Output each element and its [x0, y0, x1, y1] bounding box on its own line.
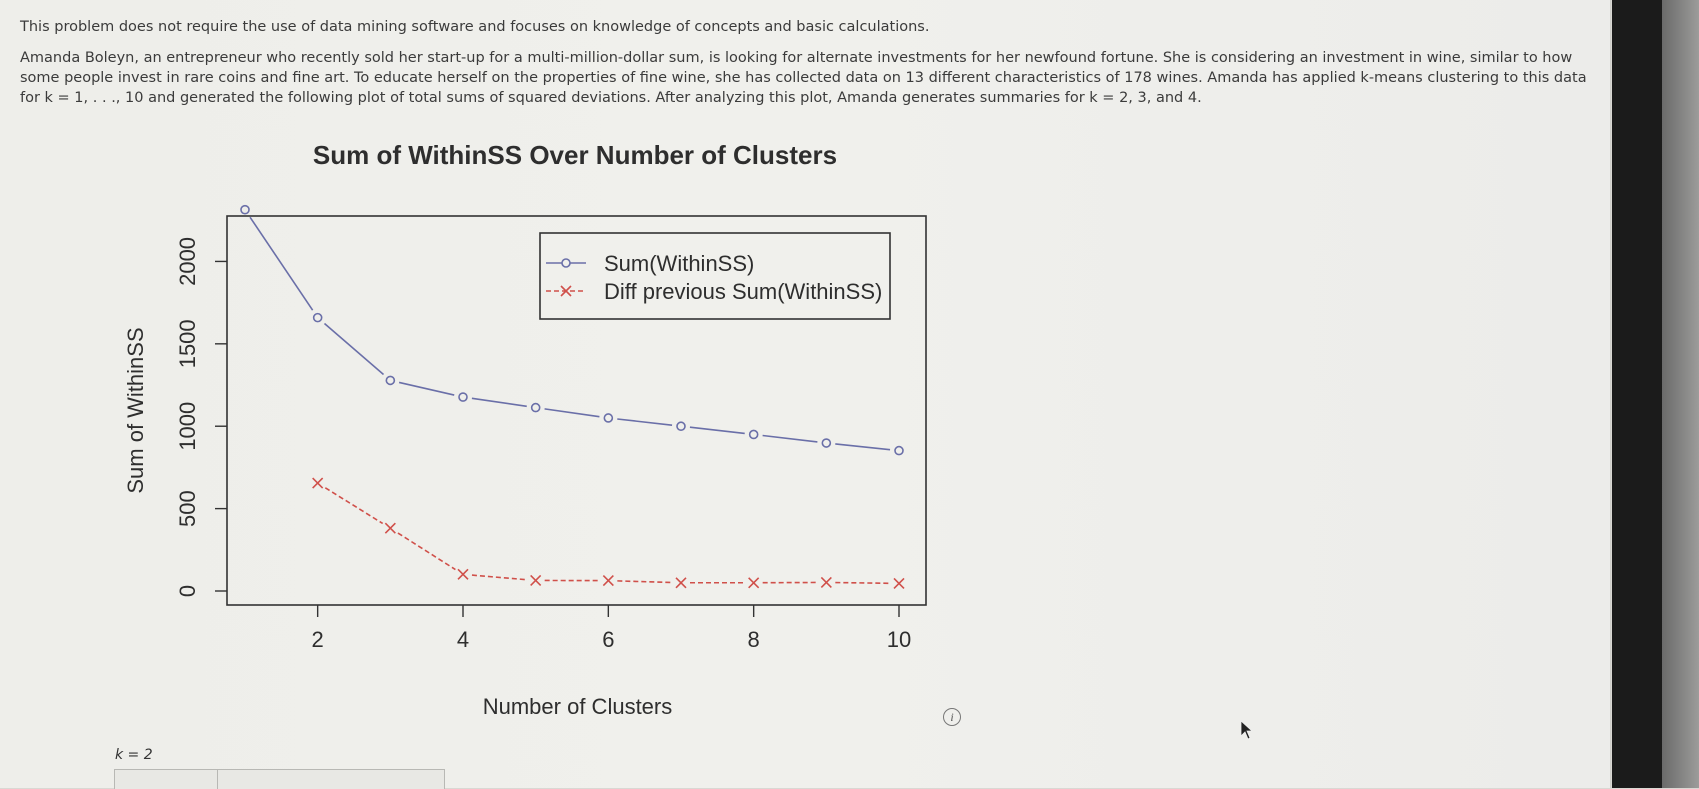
intro-paragraph-1: This problem does not require the use of data mining software and focuses on knowledge of concepts and basic calculations. [20, 17, 1600, 37]
x-tick-label: 8 [748, 627, 760, 652]
series-2-line-segment [472, 575, 527, 580]
monitor-bezel [1612, 0, 1662, 788]
series-1-point [822, 439, 830, 447]
info-icon[interactable]: i [943, 708, 961, 726]
series-1-line-segment [763, 436, 818, 442]
x-tick-label: 10 [887, 627, 911, 652]
series-2-point [385, 523, 395, 533]
series-1-point [895, 447, 903, 455]
series-1-line-segment [617, 419, 672, 425]
y-axis-label: Sum of WithinSS [123, 327, 148, 493]
series-1-point [532, 404, 540, 412]
series-2-point [458, 569, 468, 579]
series-2-point [531, 575, 541, 585]
series-1-line-segment [690, 427, 745, 433]
x-tick-label: 2 [312, 627, 324, 652]
x-tick-label: 4 [457, 627, 469, 652]
series-2-point [676, 578, 686, 588]
series-2-point [894, 578, 904, 588]
series-2-line-segment [325, 488, 382, 524]
series-2-line-segment [617, 581, 672, 583]
series-1-point [677, 422, 685, 430]
series-1-point [386, 376, 394, 384]
y-tick-label: 2000 [175, 237, 200, 286]
chart-title: Sum of WithinSS Over Number of Clusters [250, 140, 900, 171]
series-1-line-segment [835, 444, 890, 450]
series-1-point [604, 414, 612, 422]
y-tick-label: 1000 [175, 402, 200, 451]
summary-table-header [114, 769, 445, 789]
k-label: k = 2 [115, 747, 153, 763]
series-1-line-segment [545, 409, 600, 417]
table-column-divider [217, 770, 218, 789]
legend-swatch-marker [562, 259, 570, 267]
y-tick-label: 1500 [175, 319, 200, 368]
series-1-line-segment [324, 324, 383, 375]
intro-paragraph-2: Amanda Boleyn, an entrepreneur who recently sold her start-up for a multi-million-dollar sum, is looking for alternate investments for her newfound fortune. She is considering an investment in wine, similar to how some people invest in rare coins and fine art. To educate herself on the properties of fine wine, she has collected data on 13 different characteristics of 178 wines. Amanda has applied k-means clustering to this data for k = 1, . . ., 10 and generated the following plot of total sums of squared deviations. After analyzing this plot, Amanda generates summaries for k = 2, 3, and 4. [20, 48, 1600, 108]
series-2-line-segment [835, 583, 890, 584]
series-2-line-segment [398, 533, 455, 569]
series-2-point [749, 578, 759, 588]
x-tick-label: 6 [602, 627, 614, 652]
x-axis-label: Number of Clusters [483, 694, 673, 719]
legend-box [540, 233, 890, 319]
series-1-line-segment [250, 217, 313, 310]
mouse-cursor-icon [1240, 720, 1256, 742]
background-edge [1662, 0, 1699, 788]
series-1-line-segment [399, 382, 454, 395]
series-1-line-segment [472, 398, 527, 406]
series-2-point [821, 577, 831, 587]
series-1-point [459, 393, 467, 401]
legend-entry-label: Diff previous Sum(WithinSS) [604, 279, 882, 304]
series-1-point [314, 314, 322, 322]
y-tick-label: 0 [175, 585, 200, 597]
y-tick-label: 500 [175, 490, 200, 527]
series-1-point [750, 430, 758, 438]
series-1-point [241, 206, 249, 214]
series-2-point [313, 478, 323, 488]
series-2-point [603, 576, 613, 586]
legend-entry-label: Sum(WithinSS) [604, 251, 754, 276]
